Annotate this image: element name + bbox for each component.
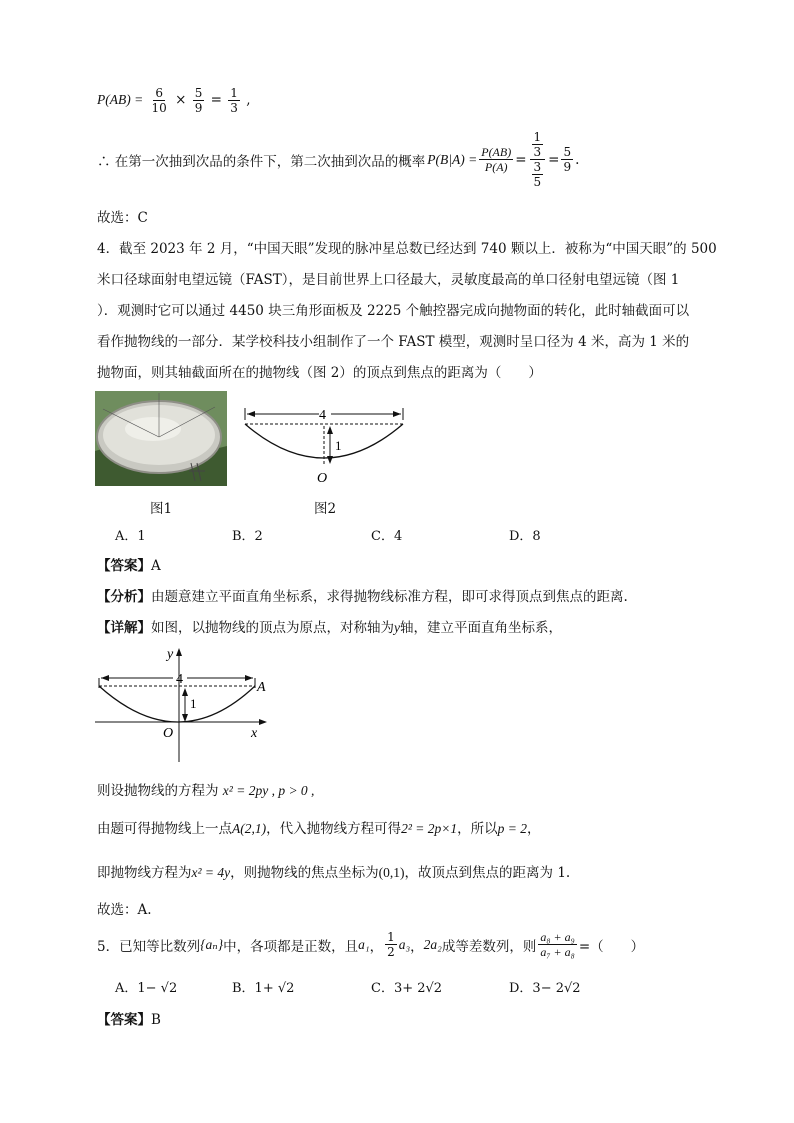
q4-line-3: ）．观测时它可以通过 4450 块三角形面板及 2225 个触控器完成向抛物面的转化，此时轴截面可以 bbox=[97, 303, 690, 319]
q5-stem bbox=[97, 930, 644, 959]
step1-text: 则设抛物线的方程为 bbox=[97, 783, 219, 799]
solution-step-1 bbox=[97, 782, 314, 800]
fast-telescope-photo bbox=[95, 391, 227, 486]
equals-sign: = bbox=[515, 151, 527, 168]
q4-option-d: D．8 bbox=[509, 529, 541, 544]
conditional-prob-expr: P(B|A) = bbox=[427, 151, 478, 167]
conditional-prob-text: ∴ 在第一次抽到次品的条件下，第二次抽到次品的概率 bbox=[97, 153, 426, 170]
q5-a1: a₁ bbox=[358, 936, 370, 952]
q4-analysis bbox=[97, 588, 628, 606]
x-axis-label: x bbox=[251, 726, 258, 741]
fraction: $\frac{\text{a₈ + a₉}}{\text{a₇ + a₈}}$ bbox=[540, 930, 575, 959]
step2-p: p = 2 bbox=[497, 821, 528, 836]
q4-option-a: A．1 bbox=[115, 529, 146, 544]
step2-eq: 2² = 2p×1 bbox=[401, 821, 458, 836]
solution-step-2 bbox=[97, 820, 541, 838]
times-sign: × bbox=[175, 92, 187, 108]
height-label: 1 bbox=[335, 438, 342, 453]
detail-text: 如图，以抛物线的顶点为原点，对称轴为 bbox=[151, 620, 394, 636]
step2-mid2: ，所以 bbox=[457, 821, 498, 837]
detail-tail: 轴，建立平面直角坐标系， bbox=[400, 620, 562, 636]
step2-mid: ，代入抛物线方程可得 bbox=[266, 821, 402, 837]
q5-sep2: ， bbox=[410, 938, 424, 955]
q5-option-d: D．3− 2√2 bbox=[509, 981, 581, 996]
step2-point: A(2,1) bbox=[232, 821, 267, 836]
coordinate-parabola-figure bbox=[93, 644, 273, 764]
analysis-text: 由题意建立平面直角坐标系，求得抛物线标准方程，即可求得顶点到焦点的距离. bbox=[151, 589, 628, 605]
analysis-tag: 【分析】 bbox=[97, 589, 151, 605]
step2-text: 由题可得抛物线上一点 bbox=[97, 821, 232, 837]
answer-tag: 【答案】 bbox=[97, 1012, 151, 1028]
q4-detail bbox=[97, 619, 562, 637]
answer-choice-q3: 故选：C bbox=[97, 210, 148, 226]
equals-sign: = bbox=[548, 151, 560, 168]
width-label: 4 bbox=[319, 408, 326, 423]
y-axis-label: y bbox=[167, 647, 174, 662]
q5-eq: =（ ） bbox=[578, 938, 645, 955]
detail-y: y bbox=[394, 620, 400, 635]
step3-text: 即抛物线方程为 bbox=[97, 865, 192, 881]
step3-mid: ，则抛物线的焦点坐标为 bbox=[230, 865, 379, 881]
q5-seq: {aₙ} bbox=[200, 936, 224, 952]
detail-tag: 【详解】 bbox=[97, 620, 151, 636]
point-a-label: A bbox=[257, 680, 266, 695]
vertex-label: O bbox=[317, 471, 328, 486]
q4-line-2: 米口径球面射电望远镜（FAST），是目前世界上口径最大，灵敏度最高的单口径射电望远镜（图 1 bbox=[97, 272, 680, 288]
q5-answer bbox=[97, 1011, 161, 1029]
q5-mid2: 成等差数列，则 bbox=[441, 938, 537, 955]
q5-option-c: C．3+ 2√2 bbox=[371, 981, 443, 996]
step3-eq: x² = 4y bbox=[191, 865, 231, 880]
q4-final-answer: 故选：A. bbox=[97, 902, 152, 918]
q4-line-1: 4．截至 2023 年 2 月，“中国天眼”发现的脉冲星总数已经达到 740 颗以上．被称为“中国天眼”的 500 bbox=[97, 241, 717, 257]
fraction: $\frac{5}{9}$ bbox=[194, 86, 203, 115]
figure-1-caption: 图1 bbox=[150, 501, 173, 517]
fraction: $\frac{6}{10}$ bbox=[151, 86, 167, 115]
height-label-3: 1 bbox=[190, 696, 197, 711]
q4-option-c: C．4 bbox=[371, 529, 403, 544]
q5-option-a: A．1− √2 bbox=[115, 981, 178, 996]
complex-fraction: 1 3 3 5 bbox=[530, 130, 546, 189]
conditional-prob-line bbox=[97, 130, 579, 189]
fast-dish-illustration bbox=[95, 391, 227, 486]
comma: , bbox=[246, 92, 251, 108]
q5-mid: 中，各项都是正数，且 bbox=[223, 938, 359, 955]
answer-value: B bbox=[151, 1012, 161, 1028]
q5-sep: ， bbox=[369, 938, 384, 955]
q4-option-b: B．2 bbox=[232, 529, 263, 544]
fraction: $\frac{1}{2}$ bbox=[387, 930, 395, 959]
parabola-figure-2 bbox=[243, 406, 408, 486]
solution-step-3 bbox=[97, 864, 570, 882]
width-label-3: 4 bbox=[176, 672, 183, 687]
fraction: $\frac{P(AB)}{P(A)}$ bbox=[481, 145, 512, 174]
prob-ab-line bbox=[97, 86, 250, 115]
period: . bbox=[575, 151, 580, 168]
q5-option-b: B．1+ √2 bbox=[232, 981, 295, 996]
step2-tail: ， bbox=[527, 821, 541, 837]
equals-sign: = bbox=[210, 92, 222, 108]
answer-tag: 【答案】 bbox=[97, 558, 151, 574]
origin-label: O bbox=[163, 726, 174, 741]
figure-2-caption: 图2 bbox=[314, 501, 337, 517]
q4-answer bbox=[97, 557, 161, 575]
fraction: $\frac{1}{3}$ bbox=[230, 86, 238, 115]
step3-point: (0,1) bbox=[378, 865, 405, 880]
q5-text: 5．已知等比数列 bbox=[97, 938, 201, 955]
prob-ab-lhs: P(AB) = bbox=[97, 92, 144, 107]
q5-a3: a₃ bbox=[398, 936, 411, 952]
step1-math: x² = 2py , p > 0 , bbox=[222, 783, 315, 798]
q4-line-5: 抛物面，则其轴截面所在的抛物线（图 2）的顶点到焦点的距离为（ ） bbox=[97, 365, 542, 381]
q5-a2: 2a₂ bbox=[423, 936, 442, 952]
answer-value: A bbox=[151, 558, 161, 574]
fraction: $\frac{5}{9}$ bbox=[563, 145, 572, 174]
step3-tail: ，故顶点到焦点的距离为 1. bbox=[404, 865, 571, 881]
q4-line-4: 看作抛物线的一部分．某学校科技小组制作了一个 FAST 模型，观测时呈口径为 4 米，高为 1 米的 bbox=[97, 334, 690, 350]
